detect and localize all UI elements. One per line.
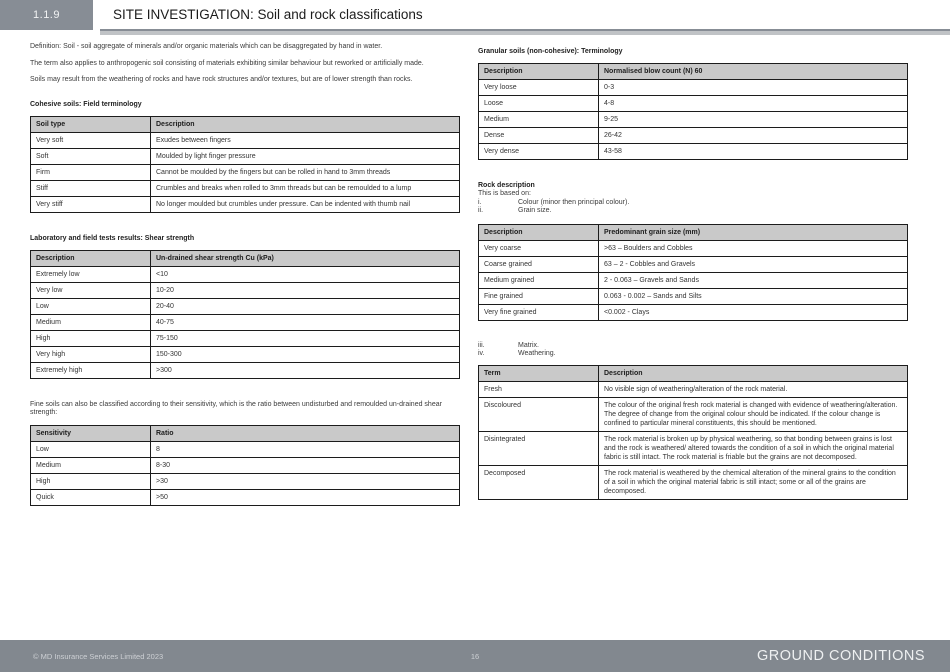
table-cell: 0.063 - 0.002 – Sands and Silts <box>599 288 908 304</box>
column-header: Normalised blow count (N) 60 <box>599 64 908 80</box>
column-header: Description <box>479 224 599 240</box>
list-text: Grain size. <box>518 207 552 215</box>
table-cell: 75-150 <box>151 330 460 346</box>
table-cell: The colour of the original fresh rock material is changed with evidence of weathering/alteration. The degree of change from the original colour should be indicated. If the colour change is confined to particular mineral constituents, this should be mentioned. <box>599 397 908 431</box>
rock-list-item <box>478 342 900 351</box>
table-cell: The rock material is broken up by physical weathering, so that bonding between grains is lost and the rock is weathered/ altered towards the condition of a soil in which the original material fabric is still intact. The rock material is friable but the grains are not decomposed. <box>599 431 908 465</box>
list-text: Matrix. <box>518 341 539 349</box>
table-row <box>479 128 908 144</box>
table-cell: Cannot be moulded by the fingers but can be rolled in hand to 3mm threads <box>151 164 460 180</box>
table-cell: The rock material is weathered by the chemical alteration of the mineral grains to the condition of a soil in which the original material fabric is still intact; some or all of the grains are decomposed. <box>599 465 908 499</box>
column-header: Description <box>479 64 599 80</box>
grain-size-table <box>478 224 908 321</box>
column-header: Sensitivity <box>31 425 151 441</box>
column-header: Predominant grain size (mm) <box>599 224 908 240</box>
table-cell: Quick <box>31 489 151 505</box>
table-row <box>31 164 460 180</box>
table-header-row <box>31 250 460 266</box>
table-cell: Crumbles and breaks when rolled to 3mm threads but can be remoulded to a lump <box>151 180 460 196</box>
intro-paragraph: Definition: Soil - soil aggregate of minerals and/or organic materials which can be disaggregated by hand in water. <box>30 43 383 50</box>
table-cell: Very fine grained <box>479 304 599 320</box>
rock-based-on-label: This is based on: <box>478 190 531 197</box>
table-cell: >50 <box>151 489 460 505</box>
column-header: Term <box>479 365 599 381</box>
table-cell: No visible sign of weathering/alteration of the rock material. <box>599 381 908 397</box>
section-number-box <box>0 0 93 30</box>
rock-list-item <box>478 350 900 359</box>
table-cell: >30 <box>151 473 460 489</box>
column-header: Soil type <box>31 116 151 132</box>
table-cell: Medium <box>31 457 151 473</box>
rock-description-block <box>478 181 908 216</box>
table-cell: Loose <box>479 96 599 112</box>
table-cell: Very stiff <box>31 196 151 212</box>
table-cell: Low <box>31 298 151 314</box>
table-cell: 26-42 <box>599 128 908 144</box>
table-row <box>31 330 460 346</box>
page-footer <box>0 640 950 672</box>
table-row <box>31 473 460 489</box>
table-cell: Soft <box>31 148 151 164</box>
table-cell: Medium <box>31 314 151 330</box>
table-cell: Extremely high <box>31 362 151 378</box>
list-text: Colour (minor then principal colour). <box>518 198 630 206</box>
heading-granular-soils: Granular soils (non-cohesive): Terminology <box>478 48 623 55</box>
table-row <box>31 282 460 298</box>
table-cell: 8-30 <box>151 457 460 473</box>
table-cell: 0-3 <box>599 80 908 96</box>
table-row <box>31 298 460 314</box>
table-cell: Extremely low <box>31 266 151 282</box>
table-header-row <box>479 365 908 381</box>
table-cell: Coarse grained <box>479 256 599 272</box>
table-cell: 2 - 0.063 – Gravels and Sands <box>599 272 908 288</box>
table-cell: 9-25 <box>599 112 908 128</box>
section-number: 1.1.9 <box>33 9 60 21</box>
table-row <box>31 314 460 330</box>
list-text: Weathering. <box>518 350 556 358</box>
table-cell: Very dense <box>479 144 599 160</box>
table-cell: 40-75 <box>151 314 460 330</box>
table-row <box>31 196 460 212</box>
heading-shear-strength: Laboratory and field tests results: Shear strength <box>30 234 195 242</box>
table-cell: <10 <box>151 266 460 282</box>
table-row <box>479 112 908 128</box>
table-cell: >63 – Boulders and Cobbles <box>599 240 908 256</box>
table-row <box>31 489 460 505</box>
granular-soils-table <box>478 63 908 160</box>
table-cell: Fresh <box>479 381 599 397</box>
rock-list-item <box>478 207 900 216</box>
table-row <box>479 431 908 465</box>
table-cell: Very soft <box>31 132 151 148</box>
column-header: Description <box>599 365 908 381</box>
table-row <box>479 272 908 288</box>
footer-page-number: 16 <box>470 651 480 661</box>
list-numeral: iv. <box>478 350 485 358</box>
table-cell: Low <box>31 441 151 457</box>
table-cell: Exudes between fingers <box>151 132 460 148</box>
cohesive-soils-table <box>30 116 460 213</box>
table-cell: Very high <box>31 346 151 362</box>
column-header: Description <box>31 250 151 266</box>
page-title: SITE INVESTIGATION: Soil and rock classifications <box>113 7 423 22</box>
table-cell: Dense <box>479 128 599 144</box>
table-row <box>31 148 460 164</box>
sensitivity-paragraph: Fine soils can also be classified according to their sensitivity, which is the ratio between undisturbed and remoulded un-drained shear strength: <box>30 400 442 417</box>
table-cell: Fine grained <box>479 288 599 304</box>
table-cell: 20-40 <box>151 298 460 314</box>
table-row <box>31 362 460 378</box>
table-cell: Disintegrated <box>479 431 599 465</box>
heading-rock-description: Rock description <box>478 182 535 189</box>
table-cell: 63 – 2 - Cobbles and Gravels <box>599 256 908 272</box>
table-cell: Discoloured <box>479 397 599 431</box>
table-cell: Stiff <box>31 180 151 196</box>
list-numeral: iii. <box>478 341 485 349</box>
table-header-row <box>479 224 908 240</box>
table-row <box>479 240 908 256</box>
column-header: Un-drained shear strength Cu (kPa) <box>151 250 460 266</box>
table-cell: Very low <box>31 282 151 298</box>
sensitivity-table <box>30 425 460 506</box>
table-cell: 4-8 <box>599 96 908 112</box>
table-row <box>31 266 460 282</box>
table-cell: 150-300 <box>151 346 460 362</box>
list-numeral: ii. <box>478 207 484 215</box>
table-row <box>479 144 908 160</box>
table-row <box>479 304 908 320</box>
table-row <box>31 346 460 362</box>
table-header-row <box>31 116 460 132</box>
table-row <box>479 465 908 499</box>
table-row <box>479 80 908 96</box>
table-cell: <0.002 - Clays <box>599 304 908 320</box>
table-row <box>31 441 460 457</box>
table-cell: Very coarse <box>479 240 599 256</box>
table-row <box>31 457 460 473</box>
heading-cohesive-soils: Cohesive soils: Field terminology <box>30 100 142 108</box>
table-cell: Moulded by light finger pressure <box>151 148 460 164</box>
table-cell: No longer moulded but crumbles under pressure. Can be indented with thumb nail <box>151 196 460 212</box>
table-cell: 8 <box>151 441 460 457</box>
weathering-table <box>478 365 908 500</box>
table-cell: 10-20 <box>151 282 460 298</box>
table-row <box>479 96 908 112</box>
rock-list-item <box>478 199 900 208</box>
list-numeral: i. <box>478 198 482 206</box>
table-cell: 43-58 <box>599 144 908 160</box>
table-row <box>31 132 460 148</box>
right-column <box>478 40 908 500</box>
rock-description-continued <box>478 342 908 359</box>
table-cell: Decomposed <box>479 465 599 499</box>
table-header-row <box>479 64 908 80</box>
table-cell: High <box>31 330 151 346</box>
table-cell: High <box>31 473 151 489</box>
table-cell: Very loose <box>479 80 599 96</box>
table-header-row <box>31 425 460 441</box>
column-header: Description <box>151 116 460 132</box>
intro-paragraph: Soils may result from the weathering of rocks and have rock structures and/or textures, but are of lower strength than rocks. <box>30 76 413 84</box>
shear-strength-table <box>30 250 460 379</box>
table-cell: Medium grained <box>479 272 599 288</box>
table-row <box>479 256 908 272</box>
table-row <box>479 381 908 397</box>
intro-paragraph: The term also applies to anthropogenic soil consisting of materials exhibiting similar behaviour but reworked or artificially made. <box>30 59 424 67</box>
table-cell: >300 <box>151 362 460 378</box>
table-cell: Medium <box>479 112 599 128</box>
table-cell: Firm <box>31 164 151 180</box>
footer-section-title: GROUND CONDITIONS <box>757 648 925 664</box>
table-row <box>31 180 460 196</box>
table-row <box>479 288 908 304</box>
title-rule <box>100 29 950 35</box>
table-row <box>479 397 908 431</box>
column-header: Ratio <box>151 425 460 441</box>
left-column <box>30 40 460 506</box>
footer-copyright: © MD Insurance Services Limited 2023 <box>33 651 164 661</box>
